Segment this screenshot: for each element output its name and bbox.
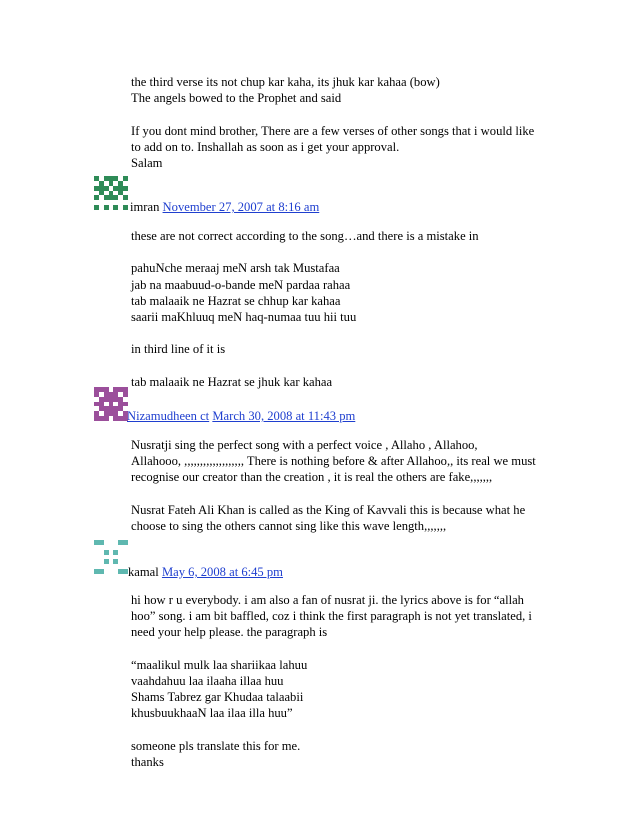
comment-body bbox=[131, 592, 601, 770]
text-line: in third line of it is bbox=[131, 342, 226, 357]
text-line: Nusrat Fateh Ali Khan is called as the King of Kavvali this is because what he bbox=[131, 502, 526, 517]
avatar-pixel bbox=[123, 392, 128, 397]
avatar-pixel bbox=[104, 550, 109, 555]
text-line: The angels bowed to the Prophet and said bbox=[131, 91, 342, 106]
avatar-pixel bbox=[113, 205, 118, 210]
text-line: tab malaaik ne Hazrat se jhuk kar kahaa bbox=[131, 374, 333, 389]
avatar-pixel bbox=[123, 540, 128, 545]
paragraph-gap bbox=[131, 325, 601, 341]
text-line: Salam bbox=[131, 155, 163, 170]
avatar-pixel bbox=[104, 416, 109, 421]
text-line: these are not correct according to the song…and there is a mistake in bbox=[131, 229, 479, 243]
text-line: to add on to. Inshallah as soon as i get your approval. bbox=[131, 139, 400, 154]
avatar-pixel bbox=[123, 402, 128, 407]
avatar-pixel bbox=[94, 205, 99, 210]
text-line: “maalikul mulk laa shariikaa lahuu bbox=[131, 657, 308, 672]
avatar-pixel bbox=[113, 550, 118, 555]
comment-body bbox=[131, 228, 601, 390]
text-line: Nusratji sing the perfect song with a perfect voice , Allaho , Allahoo, bbox=[131, 438, 478, 452]
avatar-pixel bbox=[123, 186, 128, 191]
comment-author: kamal bbox=[128, 565, 159, 579]
avatar-pixel bbox=[104, 205, 109, 210]
text-line: pahuNche meraaj meN arsh tak Mustafaa bbox=[131, 261, 340, 276]
text-line: recognise our creator than the creation , it is real the others are fake,,,,,,, bbox=[131, 470, 493, 485]
comment-body bbox=[131, 437, 601, 534]
text-line: khusbuukhaaN laa ilaa illa huu” bbox=[131, 706, 293, 721]
intro-text bbox=[131, 74, 601, 171]
comment-date-link[interactable]: November 27, 2007 at 8:16 am bbox=[162, 200, 320, 214]
comment-header bbox=[127, 408, 355, 424]
avatar-pixel bbox=[104, 559, 109, 564]
text-line: tab malaaik ne Hazrat se chhup kar kahaa bbox=[131, 293, 341, 308]
comment-date-link[interactable]: March 30, 2008 at 11:43 pm bbox=[212, 409, 356, 423]
avatar-pixel bbox=[113, 195, 118, 200]
text-line: Allahooo, ,,,,,,,,,,,,,,,,,,, There is nothing before & after Allahoo,, its real we must bbox=[131, 454, 536, 469]
text-line: need your help please. the paragraph is bbox=[131, 625, 328, 640]
paragraph-gap bbox=[131, 486, 601, 502]
paragraph-gap bbox=[131, 106, 601, 122]
text-line: saarii maKhluuq meN haq-numaa tuu hii tuu bbox=[131, 309, 357, 324]
avatar-pixel bbox=[113, 559, 118, 564]
avatar-pixel bbox=[123, 176, 128, 181]
comment-author: imran bbox=[130, 200, 160, 214]
text-line: someone pls translate this for me. bbox=[131, 738, 301, 753]
text-line: vaahdahuu laa ilaaha illaa huu bbox=[131, 673, 284, 688]
avatar-pixel bbox=[123, 205, 128, 210]
paragraph-gap bbox=[131, 722, 601, 738]
text-line: If you dont mind brother, There are a few verses of other songs that i would like bbox=[131, 123, 535, 138]
avatar-pixel bbox=[99, 540, 104, 545]
comment-author-link[interactable]: Nizamudheen ct bbox=[127, 409, 210, 423]
text-line: jab na maabuud-o-bande meN pardaa rahaa bbox=[131, 277, 351, 292]
text-line: hi how r u everybody. i am also a fan of nusrat ji. the lyrics above is for “allah bbox=[131, 593, 524, 607]
avatar-pixel bbox=[99, 569, 104, 574]
text-line: hoo” song. i am bit baffled, coz i think the first paragraph is not yet translated, i bbox=[131, 609, 532, 624]
text-line: Shams Tabrez gar Khudaa talaabii bbox=[131, 690, 304, 705]
avatar-identicon-icon bbox=[94, 176, 128, 210]
paragraph-gap bbox=[131, 358, 601, 374]
text-line: choose to sing the others cannot sing like this wave length,,,,,,, bbox=[131, 518, 447, 533]
text-line: thanks bbox=[131, 754, 164, 769]
avatar-identicon-icon bbox=[94, 540, 128, 574]
paragraph-gap bbox=[131, 244, 601, 260]
text-line: the third verse its not chup kar kaha, its jhuk kar kahaa (bow) bbox=[131, 75, 440, 89]
paragraph-gap bbox=[131, 641, 601, 657]
avatar-pixel bbox=[94, 195, 99, 200]
avatar-identicon-icon bbox=[94, 387, 128, 421]
comment-header bbox=[128, 564, 283, 580]
comment-date-link[interactable]: May 6, 2008 at 6:45 pm bbox=[161, 565, 283, 579]
comment-header bbox=[130, 199, 319, 215]
avatar-pixel bbox=[123, 195, 128, 200]
